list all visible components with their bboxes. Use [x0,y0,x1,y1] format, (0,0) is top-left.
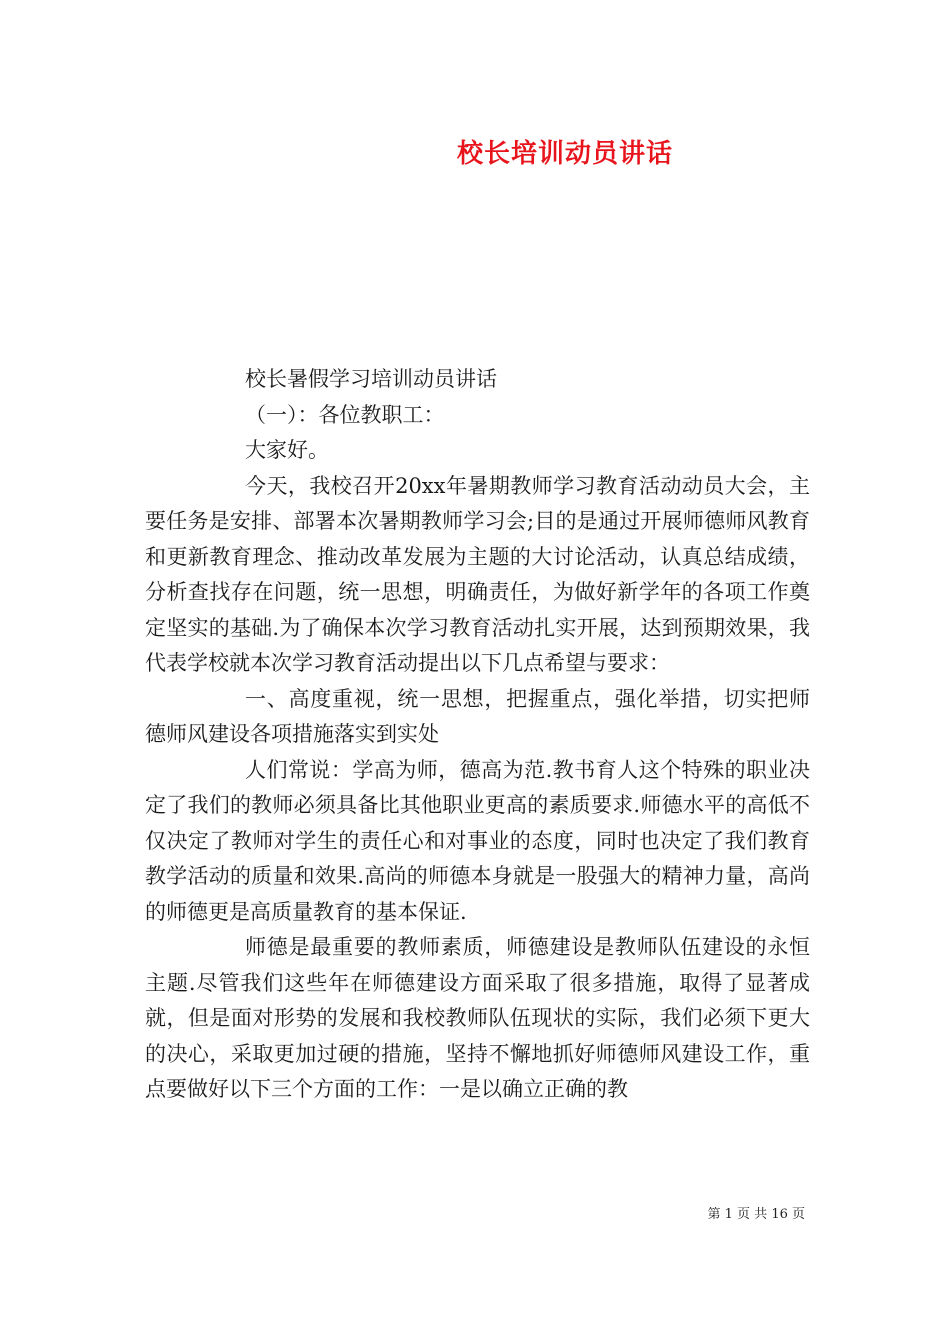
salutation: （一）：各位教职工： [245,402,445,427]
paragraph-teacher-quality: 师德是最重要的教师素质，师德建设是教师队伍建设的永恒主题.尽管我们这些年在师德建设方面采取了很多措施，取得了显著成就，但是面对形势的发展和我校教师队伍现状的实际，我们必须下更大的决心，采取更加过硬的措施，坚持不懈地抓好师德师风建设工作，重点要做好以下三个方面的工作：一是以确立正确的教 [145,935,810,1101]
paragraph-ethics: 人们常说：学高为师，德高为范.教书育人这个特殊的职业决定了我们的教师必须具备比其他职业更高的素质要求.师德水平的高低不仅决定了教师对学生的责任心和对事业的态度，同时也决定了我们教育教学活动的质量和效果.高尚的师德本身就是一股强大的精神力量，高尚的师德更是高质量教育的基本保证. [145,757,810,924]
page-footer: 第 1 页 共 16 页 [707,1207,805,1222]
section-heading-1: 一、高度重视，统一思想，把握重点，强化举措，切实把师德师风建设各项措施落实到实处 [145,686,810,746]
document-body [145,362,810,1108]
speech-subtitle: 校长暑假学习培训动员讲话 [245,367,497,391]
paragraph-intro: 今天，我校召开20xx年暑期教师学习教育活动动员大会，主要任务是安排、部署本次暑期教师学习会;目的是通过开展师德师风教育和更新教育理念、推动改革发展为主题的大讨论活动，认真总结成绩，分析查找存在问题，统一思想，明确责任，为做好新学年的各项工作奠定坚实的基础.为了确保本次学习教育活动扎实开展，达到预期效果，我代表学校就本次学习教育活动提出以下几点希望与要求： [145,473,810,675]
document-title: 校长培训动员讲话 [456,139,673,169]
greeting: 大家好。 [245,438,329,462]
